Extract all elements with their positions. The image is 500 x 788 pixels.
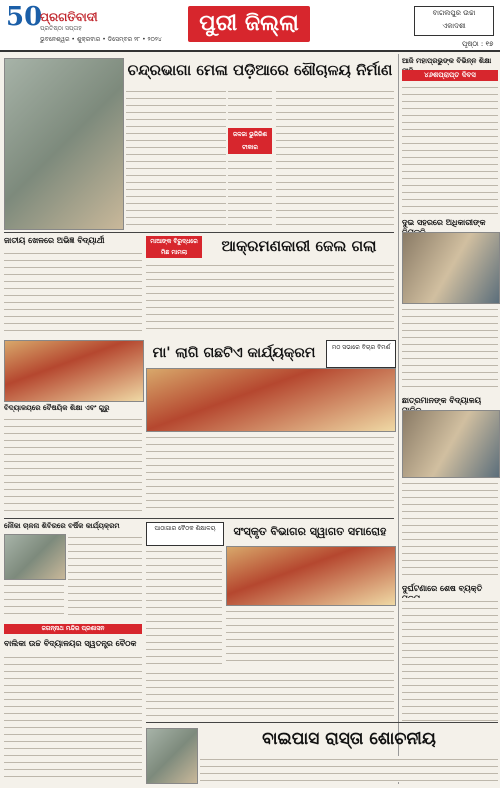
- bypass-headline: ବାଇପାସ ରାସ୍ତା ଶୋଚନୀୟ: [262, 729, 436, 749]
- corner-box-line2: ଏକାଦଶୀ: [442, 22, 466, 30]
- event-photo: [4, 340, 144, 402]
- section-title: ପୁରୀ ଜିଲ୍ଲା: [188, 6, 310, 42]
- article-text: [146, 548, 222, 666]
- right-mid-headline: ଦୁଇ ସହରରେ ଅଧିକାରୀଙ୍କ: [402, 218, 486, 227]
- article-text: [4, 416, 142, 514]
- group-photo: [146, 368, 396, 432]
- camp-photo: [4, 534, 66, 580]
- left-sub-headline: ବିଦ୍ୟାଳୟରେ ବୈଷୟିକ ଶିକ୍ଷା ଏବଂ ଗୁରୁ: [4, 404, 110, 412]
- article-text: [146, 434, 394, 514]
- jail-tag: ମାଆଙ୍କ ବିରୁଦ୍ଧରେ ମିଛ ମାମଲା: [146, 236, 202, 258]
- article-text: [226, 608, 394, 666]
- right-top-tag: ୪୬ଶପ୍ରାପ୍ତ ଦିବସ: [402, 70, 498, 81]
- mela-photo: [4, 58, 124, 230]
- article-text: [402, 598, 498, 724]
- article-text: [68, 534, 142, 620]
- article-text: [126, 88, 226, 228]
- right-sub-headline: ଛାତ୍ରମାନଙ୍କ ବିଦ୍ୟାଳୟ: [402, 396, 482, 405]
- paper-name: ପ୍ରଗତିବାଦୀ: [40, 10, 98, 24]
- officers-photo: [402, 232, 500, 304]
- corner-box: [414, 6, 494, 36]
- left-bottom-headline: ବାଲିକା ଉଚ୍ଚ ବିଦ୍ୟାଳୟର ସ୍ୱତନ୍ତ୍ର ବୈଠକ: [4, 639, 137, 648]
- article-text: [4, 582, 64, 620]
- article-text: [228, 158, 272, 228]
- jail-headline: ଆକ୍ରମଣକାରୀ ଜେଲ ଗଲା: [221, 237, 377, 255]
- article-text: [402, 306, 498, 392]
- sanskrit-photo: [226, 546, 396, 606]
- school-photo: [402, 410, 500, 478]
- article-text: [402, 84, 498, 214]
- divider: [146, 722, 498, 723]
- left-mid-headline: ଜାତୀୟ ଖେଳରେ ଅଭିଜ୍ଞ ବିଦ୍ୟାର୍ଥୀ: [4, 236, 105, 245]
- article-text: [402, 480, 498, 580]
- anniversary-logo: 50: [6, 2, 43, 32]
- corner-box-line1: ବାଗଲପୁର ଉଚ୍ଚା: [432, 9, 476, 17]
- right-top-headline: ଆଜି ମହାପ୍ରଭୁଙ୍କ ବିଭିନ୍ନ ଶିକ୍ଷା: [402, 57, 492, 65]
- column-divider: [398, 54, 399, 784]
- road-photo: [146, 728, 198, 784]
- dateline: ଭୁବନେଶ୍ୱର • ଶୁକ୍ରବାର • ଡିସେମ୍ବର ୨୮ • ୨୦୨୪: [40, 36, 162, 43]
- left-bottom-tag: ଜଗନ୍ନାଥ ମନ୍ଦିର ପ୍ରଶାସନ: [4, 624, 142, 634]
- article-text: [146, 262, 394, 334]
- article-text: [228, 88, 272, 126]
- sanskrit-headline: ସଂସ୍କୃତ ବିଭାଗର ସ୍ୱାଗତ ସମାରୋହ: [233, 525, 387, 538]
- mid-low-tag: ପାଠାଗାର ବୈଠକ ଶିକ୍ଷାଳୟ: [146, 522, 224, 546]
- article-text: [200, 756, 498, 782]
- page-number: ପୃଷ୍ଠା : ୧୭: [462, 40, 494, 48]
- article-text: [146, 670, 394, 718]
- divider: [4, 518, 394, 519]
- red-box: [228, 128, 272, 154]
- maa-headline: ମା' ଲାଗି ଗଛଟିଏ କାର୍ଯ୍ୟକ୍ରମ: [152, 345, 316, 361]
- right-low-headline: ଦୁର୍ଘଟଣାରେ ଶେଷ ବ୍ୟକ୍ତି: [402, 584, 483, 593]
- article-text: [276, 88, 394, 228]
- red-box-line2: ଟୀକାର: [242, 144, 258, 151]
- masthead: [0, 0, 500, 52]
- red-box-line1: ଜଳଜା ଭୁଜିରିଶ: [233, 131, 267, 138]
- article-text: [4, 250, 142, 336]
- tagline: ପ୍ରତିଷ୍ଠା ସପ୍ତାହ: [40, 25, 82, 32]
- top-headline: ଚନ୍ଦ୍ରଭାଗା ମେଳା ପଡ଼ିଆରେ ଶୌଚାଳୟ ନିର୍ମାଣ: [127, 61, 393, 79]
- maa-side-box: ମଠ ସଭାରେ ବିଚାର ବିମର୍ଶ: [326, 340, 396, 368]
- article-text: [4, 654, 142, 782]
- left-low-headline: ନୌକା ଚାଳନା ଶିବିରରେ ବର୍ଷିକ କାର୍ଯ୍ୟକ୍ରମ: [4, 522, 120, 530]
